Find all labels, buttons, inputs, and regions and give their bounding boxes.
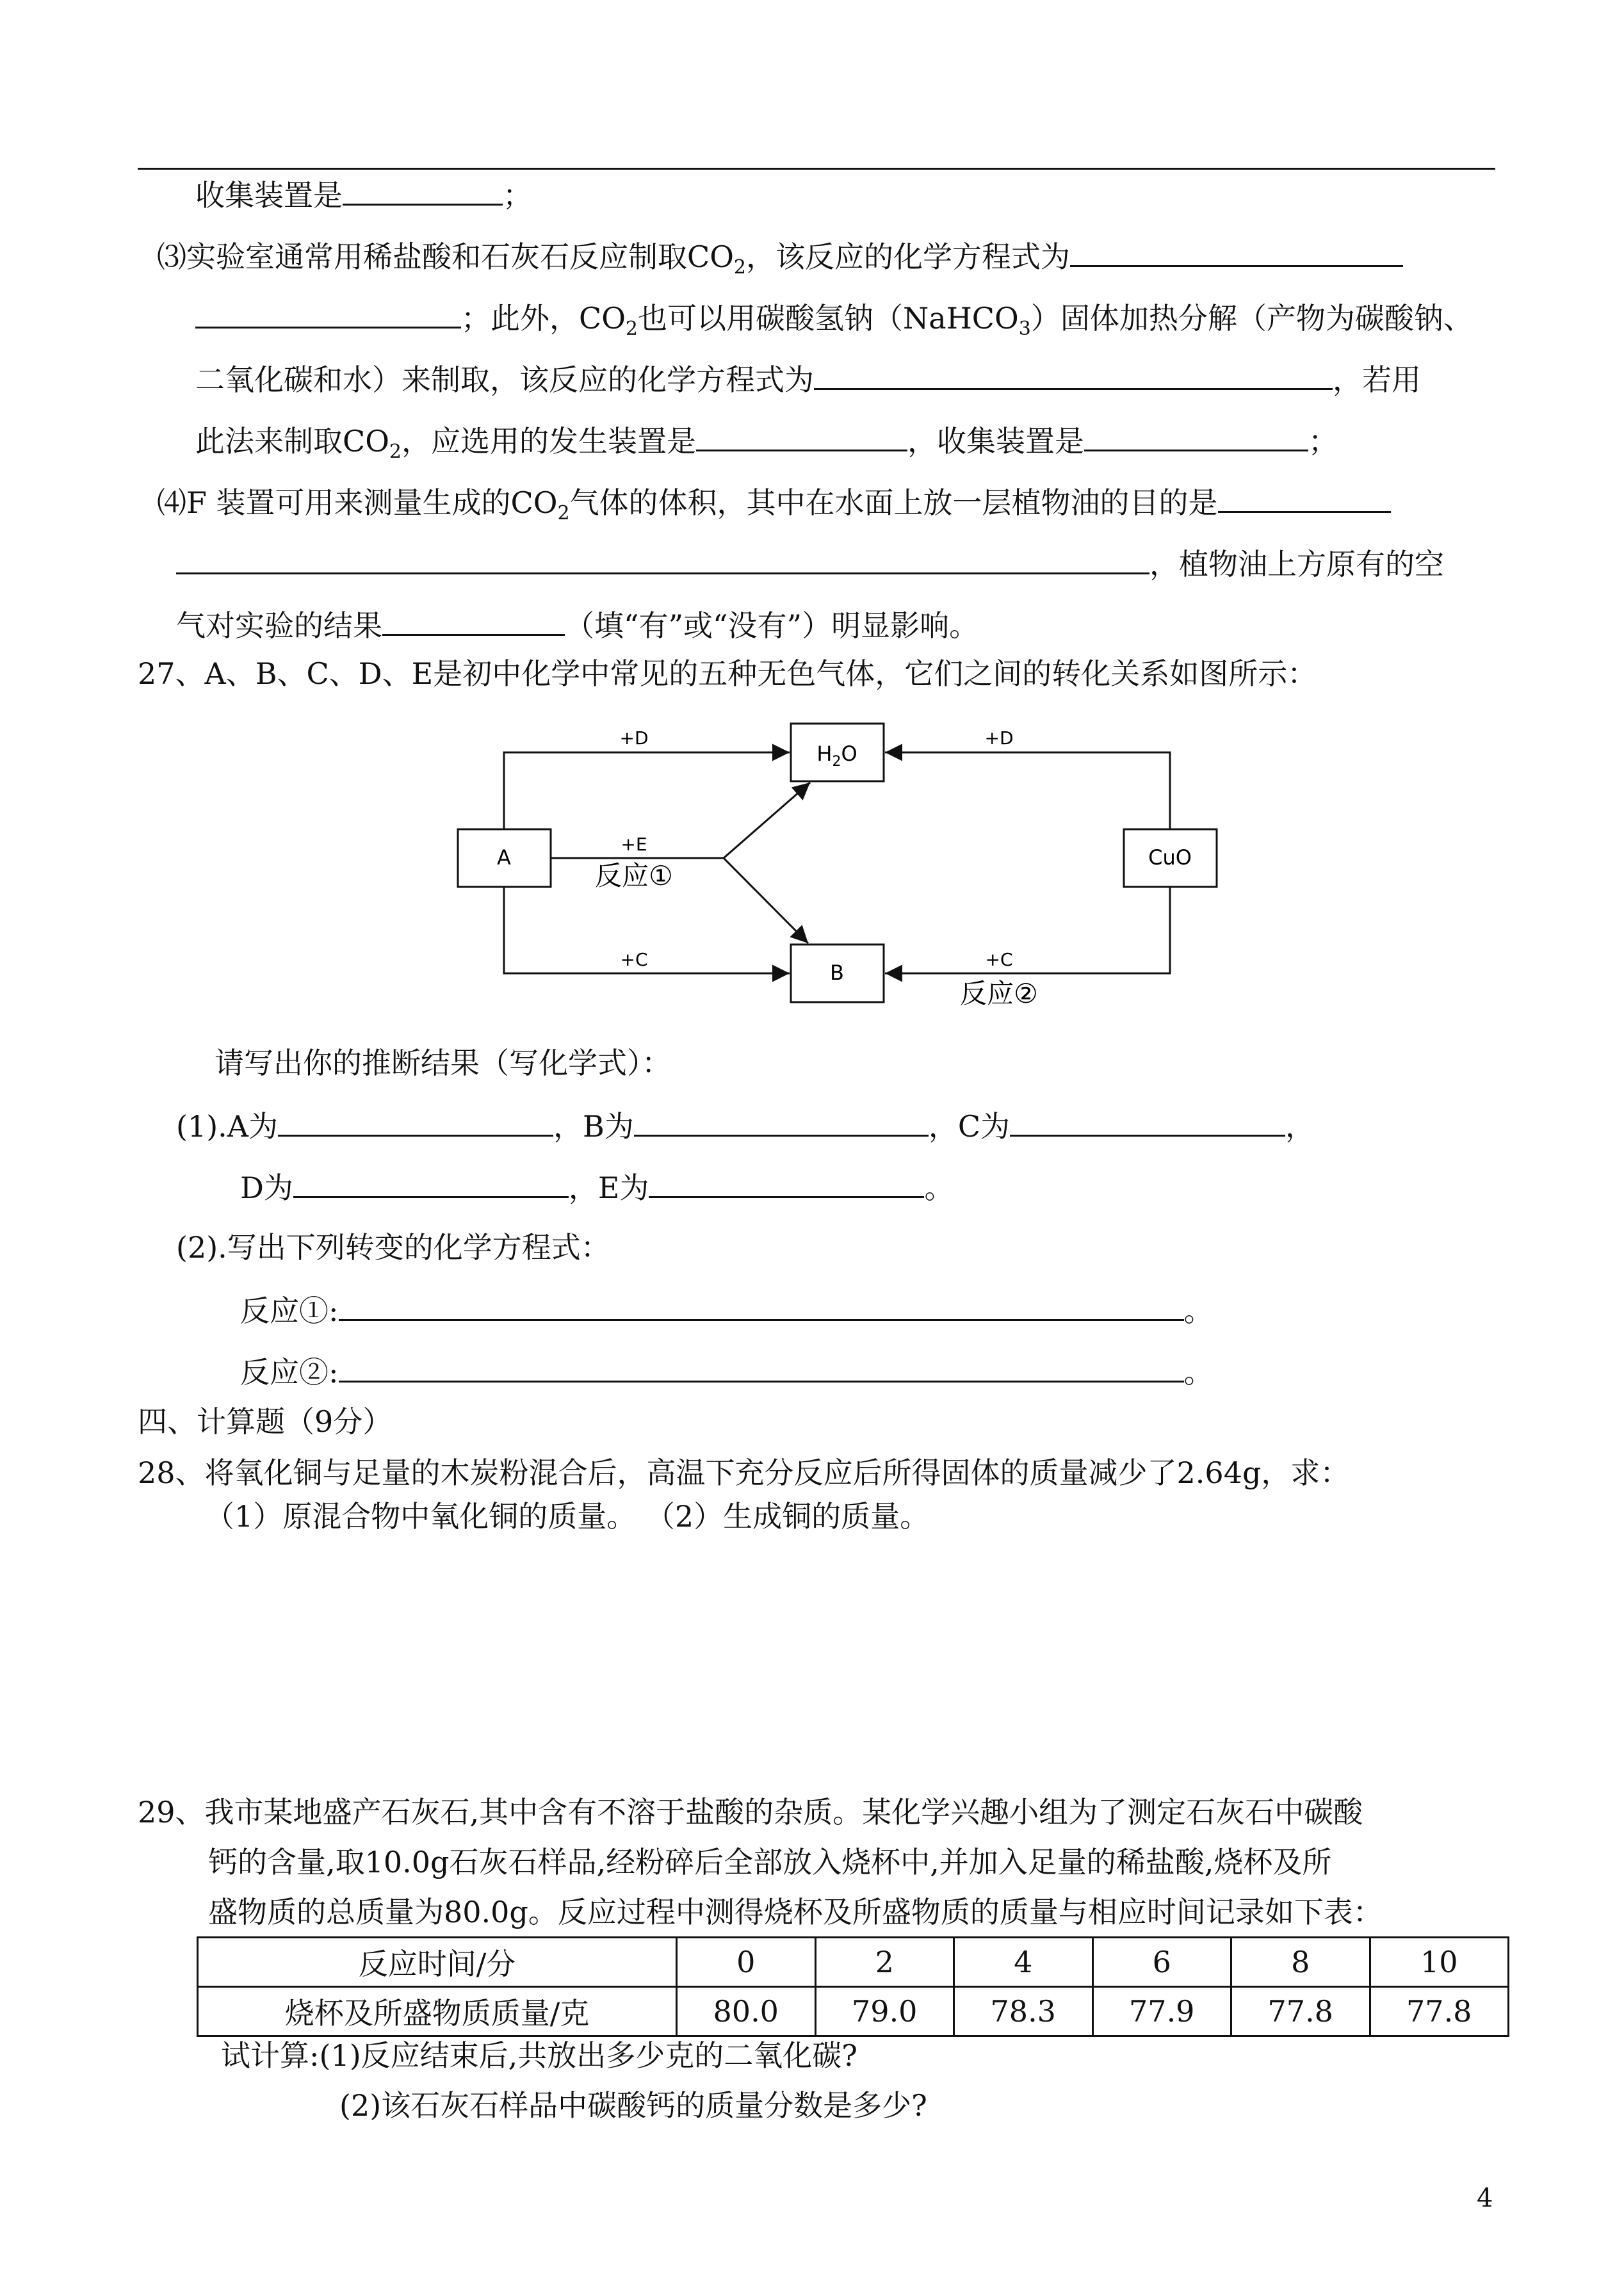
table-cell: 79.0 [815, 1987, 954, 2036]
reaction-2-label: 反应② [960, 978, 1038, 1009]
q27-part2-head: (2).写出下列转变的化学方程式： [176, 1230, 610, 1265]
q28-subquestions: （1）原混合物中氧化铜的质量。 （2）生成铜的质量。 [205, 1499, 930, 1534]
reaction-1-label: 反应① [595, 860, 673, 891]
answer-blank[interactable] [343, 174, 503, 206]
answer-blank[interactable] [649, 1167, 924, 1198]
conversion-diagram [448, 717, 1242, 1018]
q27-answer-line1: (1).A为 ，B为 ，C为 ， [176, 1105, 1315, 1146]
section-4-heading: 四、计算题（9分） [138, 1404, 393, 1439]
answer-blank[interactable] [195, 297, 461, 328]
q26-p4-line3: 气对实验的结果 （填“有”或“没有”）明显影响。 [176, 604, 978, 645]
table-cell: 2 [815, 1938, 954, 1987]
label-top-right: +D [984, 727, 1014, 749]
q29-data-table [197, 1936, 1509, 2037]
table-cell: 4 [954, 1938, 1093, 1987]
q26-p4-line2: ，植物油上方原有的空 [176, 543, 1444, 583]
answer-blank[interactable] [1070, 236, 1403, 267]
q29-ask1: 试计算:(1)反应结束后,共放出多少克的二氧化碳? [221, 2038, 857, 2073]
q26-p3-line4: 此法来制取$CO_2$，应选用的发生装置是 ，收集装置是 ； [195, 420, 1338, 471]
label-mid: +E [621, 834, 647, 855]
table-cell: 77.9 [1092, 1987, 1231, 2036]
node-cuo-label: CuO [1148, 845, 1192, 870]
q26-p4-line1: ⑷F 装置可用来测量生成的$CO_2$气体的体积，其中在水面上放一层植物油的目的是 [157, 482, 1391, 533]
answer-blank[interactable] [814, 359, 1333, 390]
table-cell: 0 [677, 1938, 816, 1987]
arrow-cuo-to-b [885, 887, 1170, 973]
q26-p3-line2: ；此外，$CO_2$也可以用碳酸氢钠（NaHCO$_3$）固体加热分解（产物为碳酸钠、 [195, 297, 1473, 348]
q27-reaction2-line: 反应②: 。 [240, 1351, 1214, 1391]
q29-line1: 29、我市某地盛产石灰石,其中含有不溶于盐酸的杂质。某化学兴趣小组为了测定石灰石中碳酸 [138, 1795, 1363, 1829]
table-header-cell: 反应时间/分 [198, 1938, 677, 1987]
q27-answer-line2: D为 ，E为 。 [240, 1167, 954, 1207]
answer-blank[interactable] [293, 1167, 569, 1198]
q26-collect-line: 收集装置是 ； [195, 174, 532, 215]
node-b-label: B [830, 961, 844, 985]
answer-blank[interactable] [278, 1105, 553, 1137]
answer-blank[interactable] [176, 543, 1149, 574]
answer-blank[interactable] [339, 1290, 1184, 1321]
page-number: 4 [1477, 2184, 1493, 2213]
answer-blank[interactable] [696, 420, 907, 451]
arrow-a-to-h2o [504, 752, 790, 829]
q27-prompt: 请写出你的推断结果（写化学式）： [215, 1046, 671, 1080]
diagram-svg [448, 717, 1242, 1018]
arrow-fork-to-b [724, 858, 808, 943]
label-bottom-left: +C [620, 949, 648, 970]
answer-blank[interactable] [634, 1105, 929, 1137]
table-cell: 80.0 [677, 1987, 816, 2036]
q26-p3-line1: ⑶实验室通常用稀盐酸和石灰石反应制取$CO_2$，该反应的化学方程式为 [157, 236, 1403, 287]
arrow-fork-to-h2o [724, 783, 810, 858]
label-bottom-right: +C [985, 949, 1013, 970]
q27-stem: 27、A、B、C、D、E是初中化学中常见的五种无色气体，它们之间的转化关系如图所示： [138, 656, 1317, 691]
table-header-cell: 烧杯及所盛物质质量/克 [198, 1987, 677, 2036]
table-row [198, 1938, 1509, 1987]
q29-ask2: (2)该石灰石样品中碳酸钙的质量分数是多少? [339, 2088, 927, 2123]
q29-line2: 钙的含量,取10.0g石灰石样品,经粉碎后全部放入烧杯中,并加入足量的稀盐酸,烧杯及所 [208, 1845, 1332, 1879]
table-cell: 10 [1370, 1938, 1509, 1987]
answer-blank[interactable] [1218, 482, 1391, 513]
table-row [198, 1987, 1509, 2036]
node-a-label: A [497, 845, 511, 870]
table-cell: 78.3 [954, 1987, 1093, 2036]
table-cell: 77.8 [1370, 1987, 1509, 2036]
q26-p3-line3: 二氧化碳和水）来制取，该反应的化学方程式为 ，若用 [195, 359, 1421, 399]
q29-line3: 盛物质的总质量为80.0g。反应过程中测得烧杯及所盛物质的质量与相应时间记录如下表： [208, 1895, 1383, 1929]
answer-blank[interactable] [382, 604, 565, 636]
table-cell: 77.8 [1231, 1987, 1370, 2036]
table-cell: 8 [1231, 1938, 1370, 1987]
answer-blank[interactable] [1084, 420, 1308, 451]
label-top-left: +D [619, 727, 649, 749]
node-h2o-label: $H_2O$ [816, 742, 857, 770]
answer-blank[interactable] [1010, 1105, 1285, 1137]
table-cell: 6 [1092, 1938, 1231, 1987]
header-rule [138, 168, 1495, 170]
node-h2o-box [791, 724, 884, 781]
answer-blank[interactable] [339, 1351, 1184, 1383]
q27-reaction1-line: 反应①: 。 [240, 1290, 1214, 1330]
q28-stem: 28、将氧化铜与足量的木炭粉混合后，高温下充分反应后所得固体的质量减少了2.64g，求： [138, 1456, 1350, 1490]
arrow-cuo-to-h2o [885, 752, 1170, 829]
